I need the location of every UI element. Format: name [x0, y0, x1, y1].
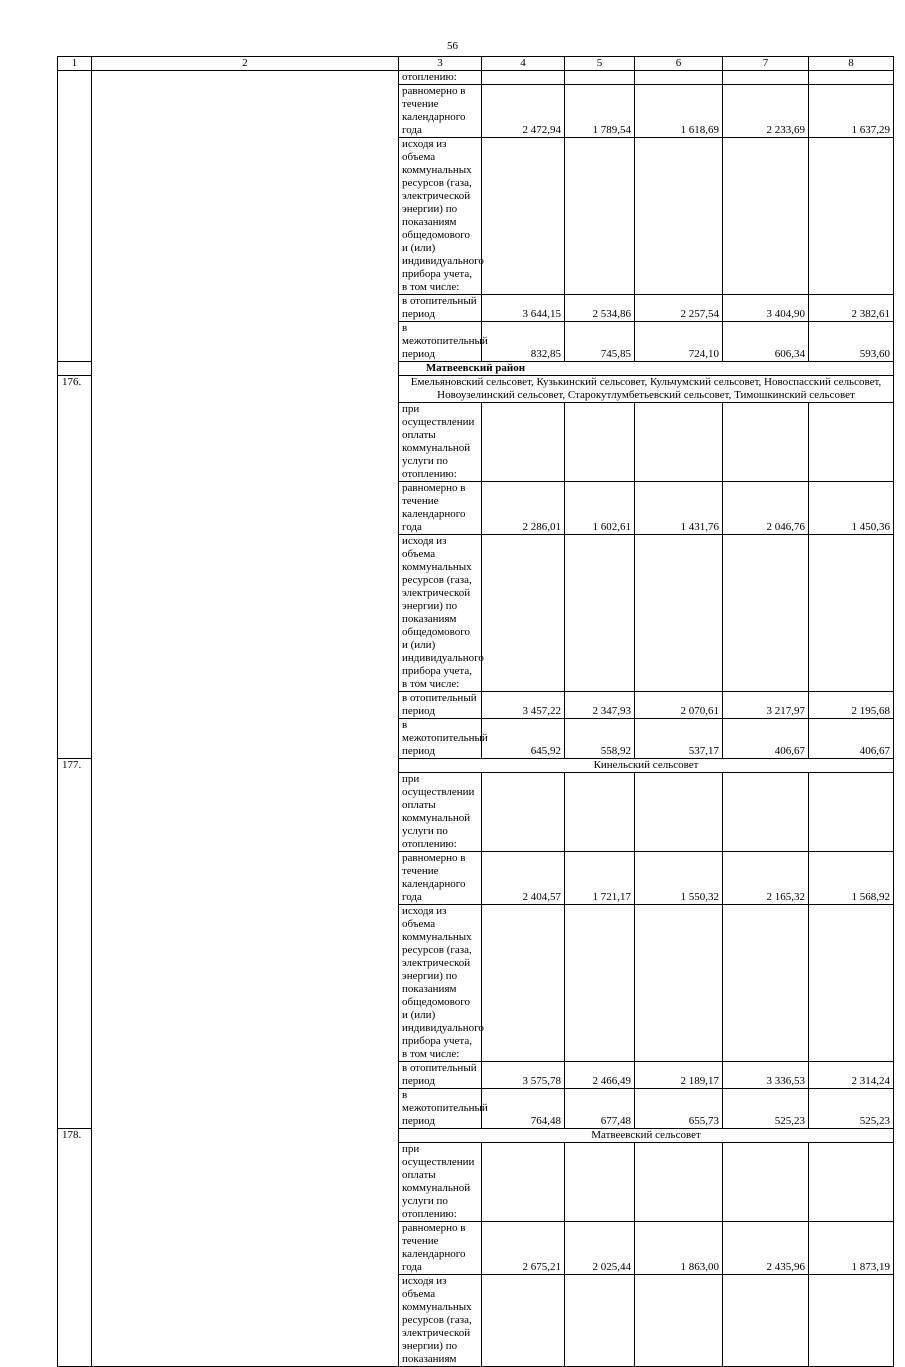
value-cell: [482, 535, 565, 692]
value-cell: 537,17: [635, 719, 723, 759]
value-cell: [809, 535, 894, 692]
value-cell: 2 466,49: [565, 1062, 635, 1089]
value-cell: 2 195,68: [809, 692, 894, 719]
value-cell: [809, 905, 894, 1062]
value-cell: 2 165,32: [723, 852, 809, 905]
row-label-cell: равномерно в течение календарного года: [399, 852, 482, 905]
value-cell: 406,67: [809, 719, 894, 759]
row-label-cell: в отопительный период: [399, 1062, 482, 1089]
value-cell: [723, 71, 809, 85]
row-label-cell: исходя из объема коммунальных ресурсов (газа, электрической энергии) по показаниям общедомового и (или) индивидуального прибора учета, в том числе:: [399, 138, 482, 295]
header-cell: 2: [92, 57, 399, 71]
value-cell: [723, 535, 809, 692]
value-cell: 1 618,69: [635, 85, 723, 138]
value-cell: 2 675,21: [482, 1222, 565, 1275]
section-row: [58, 362, 894, 376]
row-label-cell: исходя из объема коммунальных ресурсов (газа, электрической энергии) по показаниям: [399, 1275, 482, 1367]
section-title: Матвеевский район: [58, 362, 894, 376]
value-cell: 2 404,57: [482, 852, 565, 905]
value-cell: 2 046,76: [723, 482, 809, 535]
row-label-cell: в отопительный период: [399, 295, 482, 322]
header-cell: 5: [565, 57, 635, 71]
header-cell: 8: [809, 57, 894, 71]
value-cell: [809, 1275, 894, 1367]
value-cell: 3 217,97: [723, 692, 809, 719]
entry-title: Емельяновский сельсовет, Кузькинский сельсовет, Кульчумский сельсовет, Новоспасский сельсовет, Новоузелинский сельсовет, Старокутлумбетьевский сельсовет, Тимошкинский сельсовет: [399, 376, 894, 403]
entry-index-cell: 178.: [58, 1129, 92, 1367]
value-cell: [482, 905, 565, 1062]
value-cell: [482, 1143, 565, 1222]
value-cell: [482, 1275, 565, 1367]
entry-title: Кинельский сельсовет: [399, 759, 894, 773]
value-cell: 558,92: [565, 719, 635, 759]
entry-index-cell: 176.: [58, 376, 92, 759]
header-cell: 6: [635, 57, 723, 71]
value-cell: [482, 71, 565, 85]
value-cell: 525,23: [723, 1089, 809, 1129]
value-cell: [565, 1275, 635, 1367]
value-cell: [635, 403, 723, 482]
table-body: [58, 57, 894, 1367]
value-cell: 2 233,69: [723, 85, 809, 138]
value-cell: 2 286,01: [482, 482, 565, 535]
value-cell: 1 721,17: [565, 852, 635, 905]
value-cell: [723, 138, 809, 295]
row-label-cell: при осуществлении оплаты коммунальной услуги по отоплению:: [399, 1143, 482, 1222]
header-cell: 4: [482, 57, 565, 71]
value-cell: 1 873,19: [809, 1222, 894, 1275]
value-cell: 724,10: [635, 322, 723, 362]
value-cell: [809, 403, 894, 482]
value-cell: [565, 403, 635, 482]
value-cell: [635, 535, 723, 692]
header-row: [58, 57, 894, 71]
value-cell: [565, 773, 635, 852]
row-label-cell: исходя из объема коммунальных ресурсов (газа, электрической энергии) по показаниям общедомового и (или) индивидуального прибора учета, в том числе:: [399, 535, 482, 692]
value-cell: [723, 403, 809, 482]
value-cell: 1 602,61: [565, 482, 635, 535]
row-label-cell: в межотопительный период: [399, 719, 482, 759]
value-cell: [482, 773, 565, 852]
value-cell: 655,73: [635, 1089, 723, 1129]
value-cell: [565, 905, 635, 1062]
value-cell: [809, 1143, 894, 1222]
header-cell: 7: [723, 57, 809, 71]
entry-index-cell: [92, 71, 399, 1367]
value-cell: 3 575,78: [482, 1062, 565, 1089]
row-label-cell: при осуществлении оплаты коммунальной услуги по отоплению:: [399, 403, 482, 482]
value-cell: 3 644,15: [482, 295, 565, 322]
value-cell: [723, 773, 809, 852]
value-cell: 645,92: [482, 719, 565, 759]
value-cell: [635, 71, 723, 85]
value-cell: 2 435,96: [723, 1222, 809, 1275]
value-cell: 1 550,32: [635, 852, 723, 905]
value-cell: 3 336,53: [723, 1062, 809, 1089]
value-cell: 1 450,36: [809, 482, 894, 535]
value-cell: [635, 138, 723, 295]
value-cell: [635, 905, 723, 1062]
value-cell: 2 257,54: [635, 295, 723, 322]
entry-title: Матвеевский сельсовет: [399, 1129, 894, 1143]
value-cell: 1 431,76: [635, 482, 723, 535]
value-cell: 2 025,44: [565, 1222, 635, 1275]
value-cell: 3 404,90: [723, 295, 809, 322]
value-cell: [565, 535, 635, 692]
value-cell: [635, 1275, 723, 1367]
value-cell: 764,48: [482, 1089, 565, 1129]
value-cell: [482, 138, 565, 295]
value-cell: [723, 1143, 809, 1222]
value-cell: 525,23: [809, 1089, 894, 1129]
value-cell: [723, 1275, 809, 1367]
entry-index-cell: [58, 71, 92, 362]
value-cell: [723, 905, 809, 1062]
value-cell: [565, 71, 635, 85]
row-label-cell: при осуществлении оплаты коммунальной услуги по отоплению:: [399, 773, 482, 852]
header-cell: 1: [58, 57, 92, 71]
value-cell: [482, 403, 565, 482]
value-cell: 2 347,93: [565, 692, 635, 719]
value-cell: 1 789,54: [565, 85, 635, 138]
value-cell: [809, 71, 894, 85]
row-label-cell: равномерно в течение календарного года: [399, 1222, 482, 1275]
value-cell: 2 070,61: [635, 692, 723, 719]
value-cell: 2 472,94: [482, 85, 565, 138]
value-cell: 593,60: [809, 322, 894, 362]
entry-index-cell: 177.: [58, 759, 92, 1129]
tariff-table: [57, 56, 894, 1367]
value-cell: 677,48: [565, 1089, 635, 1129]
value-cell: [565, 1143, 635, 1222]
value-cell: [635, 773, 723, 852]
header-cell: 3: [399, 57, 482, 71]
row-label-cell: исходя из объема коммунальных ресурсов (газа, электрической энергии) по показаниям общедомового и (или) индивидуального прибора учета, в том числе:: [399, 905, 482, 1062]
row-label-cell: в межотопительный период: [399, 1089, 482, 1129]
value-cell: 832,85: [482, 322, 565, 362]
row-label-cell: равномерно в течение календарного года: [399, 85, 482, 138]
value-cell: 745,85: [565, 322, 635, 362]
value-cell: 1 637,29: [809, 85, 894, 138]
value-cell: 406,67: [723, 719, 809, 759]
value-cell: 2 314,24: [809, 1062, 894, 1089]
value-cell: 1 863,00: [635, 1222, 723, 1275]
page-number: 56: [447, 40, 458, 52]
row-label-cell: отоплению:: [399, 71, 482, 85]
value-cell: [809, 773, 894, 852]
value-cell: 3 457,22: [482, 692, 565, 719]
value-cell: 2 534,86: [565, 295, 635, 322]
table-row: [58, 71, 894, 85]
value-cell: 2 189,17: [635, 1062, 723, 1089]
value-cell: [635, 1143, 723, 1222]
value-cell: 1 568,92: [809, 852, 894, 905]
row-label-cell: в отопительный период: [399, 692, 482, 719]
value-cell: [809, 138, 894, 295]
value-cell: [565, 138, 635, 295]
value-cell: 606,34: [723, 322, 809, 362]
value-cell: 2 382,61: [809, 295, 894, 322]
row-label-cell: в межотопительный период: [399, 322, 482, 362]
row-label-cell: равномерно в течение календарного года: [399, 482, 482, 535]
